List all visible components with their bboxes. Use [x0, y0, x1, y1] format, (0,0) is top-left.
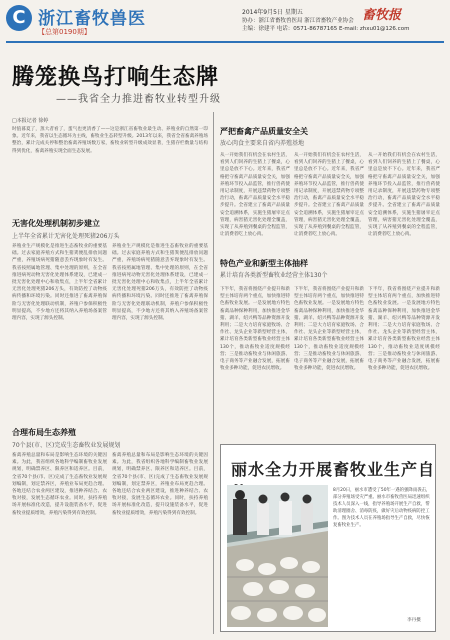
lead-subtitle: ——我省全力推进畜牧业转型升级 — [56, 94, 221, 105]
section1-text-col2: 养殖业生产规模化是推进生态畜牧业的重要基础。过去家庭养殖方式和生猪粪便乱排放问题严重，养殖场病死猪随意丢弃现象时有发生。我省按照属地管理、集中处理的原则，在全省推进病死动物无害化处理体系建设，已建成一批无害化处理中心和收集点，上半年全省累计无害化处理死猪206万头，有效防控了动物疫病传播和环境污染。同时还推进了畜禽养殖保险与无害化处理联动机制，养殖户参保积极性明显提高，不少地方还将其纳入养殖场备案管理内容，实现了源头控制。 — [112, 244, 208, 322]
photo-story-box — [220, 444, 436, 632]
lead-intro: 时值暮夏了，蒸大者看了，蛋气也更清香了——这是浙江省畜牧业最生动、养殖业的自然第一印象。近年来，我省以生态循环为主线，畜牧业生态转型升级。2013年以来，我省全省畜禽养殖场整治，累计完成关停和整治畜禽养殖场数万家，畜牧业转型升级成效显著，生猪存栏数量与结构得到优化，畜禽养殖实现全面生态发展。 — [12, 127, 208, 154]
section-letter-badge: C — [6, 5, 32, 31]
section4-text-col3: 下半年，我省将围绕产业提升和新型主体培育两个重点，加快推进特色畜牧业发展。一是发展地方特色畜禽品种保种利用，加快推进金华猪、湖羊、绍兴鸭等品种资源开发利用；二是大力培育家庭牧场、合作社、龙头企业等新型经营主体，累计培育各类新型畜牧业经营主体130个，推动畜牧业适度规模经营；三是推动畜牧业与休闲旅游、电子商务等产业融合发展，拓展畜牧业多种功能，促进农民增收。 — [368, 287, 440, 372]
column-divider — [213, 112, 214, 634]
section2-text-col2: 畜禽养殖总量和布局是影响生态环境的关键因素。为此，我省组织各地科学编制畜牧业发展规划，明确禁养区、限养区和适养区。目前，全省70个县(市、区)完成了生态畜牧业发展规划编制，划定禁养区，养殖业布局更趋合理。各地还结合农业两区建设，推进种养结合、农牧对接，发展生态循环农业。同时，扶持养殖场开展标准化改造，提升设施装备水平，促进畜牧业提质增效，养殖污染得到有效控制。 — [112, 453, 208, 516]
section4-text-col2: 下半年，我省将围绕产业提升和新型主体培育两个重点，加快推进特色畜牧业发展。一是发展地方特色畜禽品种保种利用，加快推进金华猪、湖羊、绍兴鸭等品种资源开发利用；二是大力培育家庭牧场、合作社、龙头企业等新型经营主体，累计培育各类新型畜牧业经营主体130个，推动畜牧业适度规模经营；三是推动畜牧业与休闲旅游、电子商务等产业融合发展，拓展畜牧业多种功能，促进农民增收。 — [294, 287, 364, 372]
photo-story-title: 丽水全力开展畜牧业生产自 — [231, 460, 436, 479]
section4-subtitle: 累计培育各类新型畜牧业经营主体130个 — [220, 272, 328, 279]
publisher-info: 协办：浙江省畜牧兽医局 浙江省畜牧产业协会 主编：徐建平 电话：0571-86787165 E-mail: zhxu01@126.com — [242, 18, 410, 32]
photo-caption: 8月20日，丽水市遭受了50年一遇的强降雨袭击，部分养殖场受灾严重。丽水市畜牧兽医局迅速组织技术人员深入一线，指导养殖场开展生产自救，帮助清理圈舍、消毒防疫，做好灾后动物疫病防控工作。图为技术人员在养殖场指导生产自救，尽快恢复畜牧业生产。 — [333, 488, 431, 528]
section4-title: 特色产业和新型主体抽样 — [220, 259, 308, 268]
section4-text-col1: 下半年，我省将围绕产业提升和新型主体培育两个重点，加快推进特色畜牧业发展。一是发展地方特色畜禽品种保种利用，加快推进金华猪、湖羊、绍兴鸭等品种资源开发利用；二是大力培育家庭牧场、合作社、龙头企业等新型经营主体，累计培育各类新型畜牧业经营主体130个，推动畜牧业适度规模经营；三是推动畜牧业与休闲旅游、电子商务等产业融合发展，拓展畜牧业多种功能，促进农民增收。 — [220, 287, 290, 372]
section2-text-col1: 畜禽养殖总量和布局是影响生态环境的关键因素。为此，我省组织各地科学编制畜牧业发展规划，明确禁养区、限养区和适养区。目前，全省70个县(市、区)完成了生态畜牧业发展规划编制，划定禁养区，养殖业布局更趋合理。各地还结合农业两区建设，推进种养结合、农牧对接，发展生态循环农业。同时，扶持养殖场开展标准化改造，提升设施装备水平，促进畜牧业提质增效，养殖污染得到有效控制。 — [12, 453, 107, 516]
issue-number: 【总第0190期】 — [38, 28, 91, 36]
section3-text-col1: 从一开始我们有机会在农村生活，看到人们饲养的生猪上了餐桌，心里总是放不下心。近年来，我省严格把守畜禽产品质量安全关，加强养殖环节投入品监管，推行兽药使用记录制度，开展违禁药物专项整治行动，畜禽产品质量安全水平稳步提升。全省建立了畜禽产品质量安全追溯体系，实施生猪屠宰定点管理，病害猪无害化处理全覆盖，实现了从养殖到餐桌的全程监管，让消费者吃上放心肉。 — [220, 153, 290, 238]
section2-title: 合理布局生态养殖 — [12, 428, 76, 437]
section1-subtitle: 上半年全省累计无害化处理死猪206万头 — [12, 233, 120, 240]
section1-title: 无害化处理机制初步建立 — [12, 219, 100, 228]
paper-name: 畜牧报 — [362, 8, 402, 23]
section-title: 浙江畜牧兽医 — [38, 9, 146, 29]
masthead-rule — [6, 41, 444, 43]
section3-subtitle: 放心肉食主要来自省内养殖基地 — [220, 140, 305, 147]
masthead — [6, 4, 446, 40]
section3-text-col2: 从一开始我们有机会在农村生活，看到人们饲养的生猪上了餐桌，心里总是放不下心。近年来，我省严格把守畜禽产品质量安全关，加强养殖环节投入品监管，推行兽药使用记录制度，开展违禁药物专项整治行动，畜禽产品质量安全水平稳步提升。全省建立了畜禽产品质量安全追溯体系，实施生猪屠宰定点管理，病害猪无害化处理全覆盖，实现了从养殖到餐桌的全程监管，让消费者吃上放心肉。 — [294, 153, 364, 238]
section2-subtitle: 70个县(市、区)完成生态畜牧业发展规划 — [12, 442, 121, 449]
section3-text-col3: 从一开始我们有机会在农村生活，看到人们饲养的生猪上了餐桌，心里总是放不下心。近年来，我省严格把守畜禽产品质量安全关，加强养殖环节投入品监管，推行兽药使用记录制度，开展违禁药物专项整治行动，畜禽产品质量安全水平稳步提升。全省建立了畜禽产品质量安全追溯体系，实施生猪屠宰定点管理，病害猪无害化处理全覆盖，实现了从养殖到餐桌的全程监管，让消费者吃上放心肉。 — [368, 153, 440, 238]
section3-title: 严把畜禽产品质量安全关 — [220, 127, 308, 136]
lead-byline: □本报记者 徐婷 — [12, 118, 49, 124]
section1-text-col1: 养殖业生产规模化是推进生态畜牧业的重要基础。过去家庭养殖方式和生猪粪便乱排放问题严重，养殖场病死猪随意丢弃现象时有发生。我省按照属地管理、集中处理的原则，在全省推进病死动物无害化处理体系建设，已建成一批无害化处理中心和收集点，上半年全省累计无害化处理死猪206万头，有效防控了动物疫病传播和环境污染。同时还推进了畜禽养殖保险与无害化处理联动机制，养殖户参保积极性明显提高，不少地方还将其纳入养殖场备案管理内容，实现了源头控制。 — [12, 244, 107, 322]
lead-headline: 腾笼换鸟打响生态牌 — [12, 65, 220, 90]
photo-credit: 李丹摄 — [407, 618, 421, 623]
publication-date: 2014年9月5日 星期五 — [242, 9, 303, 16]
poultry-farm-photo — [227, 485, 328, 627]
